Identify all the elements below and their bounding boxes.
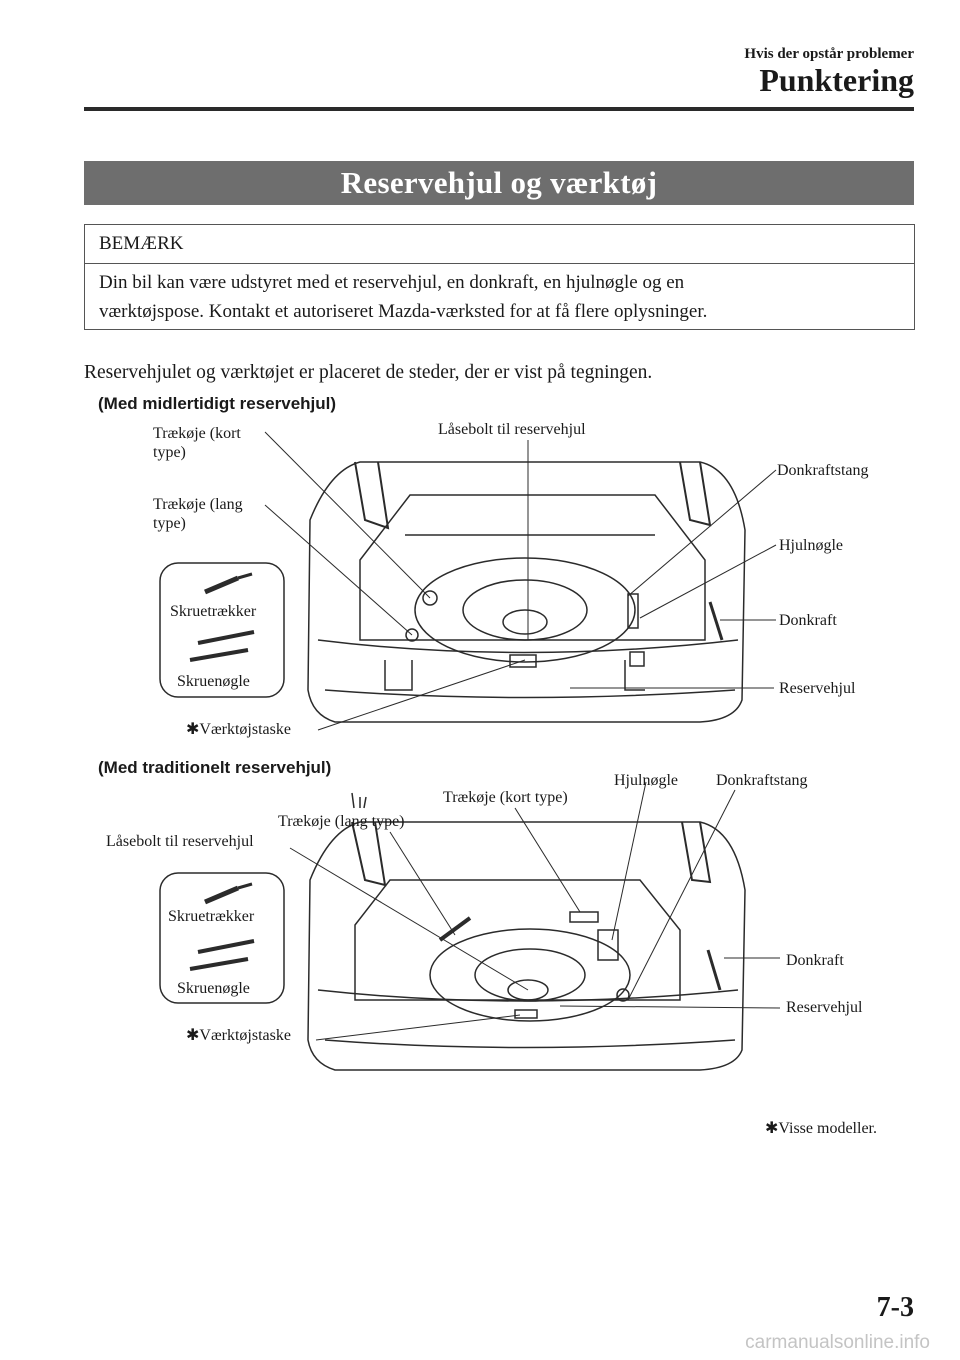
fig1-label-jack: Donkraft (779, 612, 837, 629)
fig1-label-spare-wheel: Reservehjul (779, 680, 856, 697)
fig1-label-tow-short-1: Trækøje (kort (153, 425, 241, 442)
fig2-label-tow-long: Trækøje (lang type) (278, 813, 405, 830)
fig1-label-tool-bag: ✱Værktøjstaske (186, 721, 291, 738)
note-line-2: værktøjspose. Kontakt et autoriseret Mazda-værksted for at få flere oplysninger. (99, 301, 708, 322)
fig2-label-screwdriver: Skruetrækker (168, 908, 255, 925)
fig2-label-spanner: Skruenøgle (177, 980, 250, 997)
fig2-label-tool-bag: ✱Værktøjstaske (186, 1027, 291, 1044)
fig1-label-spanner: Skruenøgle (177, 673, 250, 690)
fig1-label-screwdriver: Skruetrækker (170, 603, 257, 620)
fig2-label-lug-wrench: Hjulnøgle (614, 772, 678, 789)
fig2-label-jack-handle: Donkraftstang (716, 772, 808, 789)
figure1-trunk-drawing (160, 432, 776, 730)
chapter-title: Hvis der opstår problemer (744, 46, 914, 62)
fig2-label-jack: Donkraft (786, 952, 844, 969)
asterisk-icon: ✱ (186, 721, 200, 738)
fig1-label-tow-long-1: Trækøje (lang (153, 496, 243, 513)
section-title: Punktering (759, 62, 914, 98)
fig1-label-tow-short-2: type) (153, 444, 186, 461)
note-line-1: Din bil kan være udstyret med et reservehjul, en donkraft, en hjulnøgle og en (99, 272, 685, 293)
fig2-label-tow-short: Trækøje (kort type) (443, 789, 568, 806)
watermark: carmanualsonline.info (745, 1332, 930, 1353)
footnote: ✱Visse modeller. (765, 1120, 877, 1137)
asterisk-icon: ✱ (186, 1027, 200, 1044)
figure2-subtitle: (Med traditionelt reservehjul) (98, 758, 332, 777)
page-number: 7-3 (876, 1292, 914, 1323)
note-heading: BEMÆRK (85, 225, 914, 264)
asterisk-icon: ✱ (765, 1120, 779, 1137)
fig1-label-tow-long-2: type) (153, 515, 186, 532)
fig2-label-lock-bolt: Låsebolt til reservehjul (106, 833, 254, 850)
figure1-subtitle: (Med midlertidigt reservehjul) (98, 394, 337, 413)
fig1-label-lug-wrench: Hjulnøgle (779, 537, 843, 554)
fig1-label-jack-handle: Donkraftstang (777, 462, 869, 479)
page-title: Reservehjul og værktøj (84, 161, 914, 205)
intro-text: Reservehjulet og værktøjet er placeret de steder, der er vist på tegningen. (84, 362, 653, 383)
fig1-label-lock-bolt: Låsebolt til reservehjul (438, 421, 586, 438)
fig2-label-spare-wheel: Reservehjul (786, 999, 863, 1016)
